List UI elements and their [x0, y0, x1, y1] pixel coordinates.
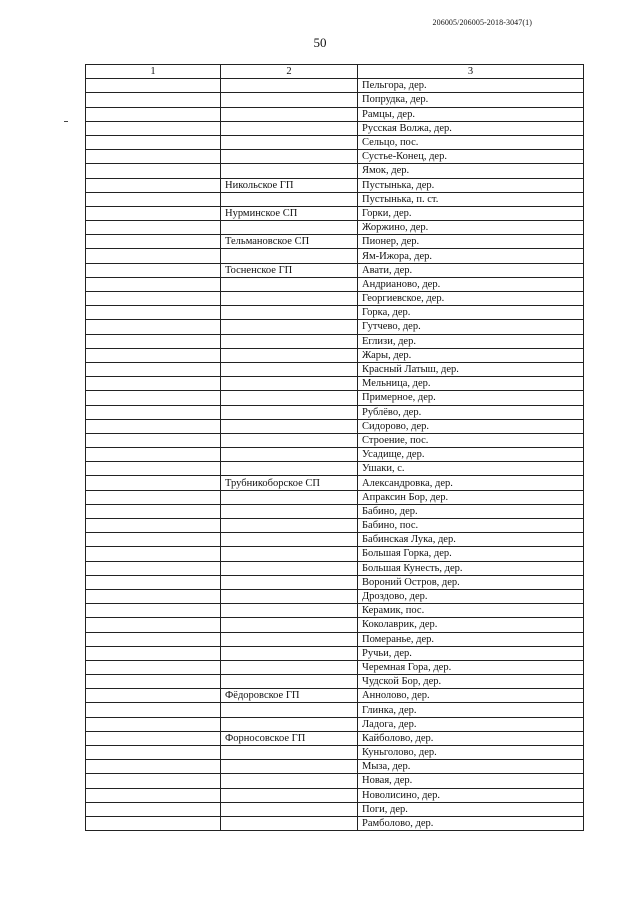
locality-cell: Горки, дер. [358, 206, 584, 220]
table-row [86, 802, 584, 816]
table-row [86, 235, 584, 249]
settlement-cell [221, 646, 358, 660]
table-row [86, 561, 584, 575]
table-row [86, 816, 584, 830]
settlement-cell [221, 362, 358, 376]
table-body [86, 79, 584, 831]
locality-cell: Сидорово, дер. [358, 419, 584, 433]
district-cell [86, 604, 221, 618]
settlement-cell [221, 348, 358, 362]
locality-cell: Бабино, дер. [358, 504, 584, 518]
locality-cell: Большая Кунесть, дер. [358, 561, 584, 575]
table-row [86, 334, 584, 348]
district-cell [86, 107, 221, 121]
table-row [86, 206, 584, 220]
table-row [86, 547, 584, 561]
table-row [86, 689, 584, 703]
settlement-cell [221, 760, 358, 774]
district-cell [86, 292, 221, 306]
locality-cell: Куньголово, дер. [358, 746, 584, 760]
settlement-cell [221, 107, 358, 121]
table-row [86, 107, 584, 121]
settlement-cell [221, 292, 358, 306]
table-row [86, 178, 584, 192]
district-cell [86, 717, 221, 731]
table-row [86, 476, 584, 490]
table-row [86, 717, 584, 731]
district-cell [86, 263, 221, 277]
settlement-cell [221, 320, 358, 334]
district-cell [86, 476, 221, 490]
locality-cell: Сустье-Конец, дер. [358, 150, 584, 164]
table-row [86, 79, 584, 93]
locality-cell: Большая Горка, дер. [358, 547, 584, 561]
locality-cell: Черемная Гора, дер. [358, 660, 584, 674]
district-cell [86, 618, 221, 632]
locality-cell: Чудской Бор, дер. [358, 675, 584, 689]
settlement-cell [221, 632, 358, 646]
district-cell [86, 206, 221, 220]
settlement-cell [221, 79, 358, 93]
table-row [86, 731, 584, 745]
locality-cell: Керамик, пос. [358, 604, 584, 618]
table-row [86, 121, 584, 135]
table-row [86, 703, 584, 717]
table-row [86, 377, 584, 391]
settlement-cell [221, 675, 358, 689]
table-row [86, 419, 584, 433]
settlement-cell: Трубникоборское СП [221, 476, 358, 490]
district-cell [86, 575, 221, 589]
locality-cell: Ручьи, дер. [358, 646, 584, 660]
locality-cell: Усадище, дер. [358, 448, 584, 462]
table-row [86, 746, 584, 760]
locality-cell: Жары, дер. [358, 348, 584, 362]
district-cell [86, 93, 221, 107]
locality-cell: Жоржино, дер. [358, 221, 584, 235]
table-row [86, 462, 584, 476]
locality-cell: Поги, дер. [358, 802, 584, 816]
table-row [86, 277, 584, 291]
settlement-cell: Тосненское ГП [221, 263, 358, 277]
settlement-cell [221, 774, 358, 788]
table-row [86, 362, 584, 376]
page-number: 50 [313, 35, 327, 50]
table-row [86, 135, 584, 149]
settlement-cell [221, 519, 358, 533]
district-cell [86, 561, 221, 575]
district-cell [86, 519, 221, 533]
settlement-cell [221, 703, 358, 717]
locality-cell: Ладога, дер. [358, 717, 584, 731]
table-row [86, 263, 584, 277]
district-cell [86, 79, 221, 93]
settlement-cell [221, 816, 358, 830]
district-cell [86, 221, 221, 235]
table-row [86, 589, 584, 603]
settlement-cell [221, 618, 358, 632]
settlement-cell [221, 405, 358, 419]
settlement-cell [221, 660, 358, 674]
table-row [86, 320, 584, 334]
settlement-cell [221, 533, 358, 547]
locality-cell: Бабино, пос. [358, 519, 584, 533]
locality-cell: Рамцы, дер. [358, 107, 584, 121]
locality-cell: Андрианово, дер. [358, 277, 584, 291]
settlement-cell [221, 561, 358, 575]
settlement-cell [221, 504, 358, 518]
settlement-cell [221, 192, 358, 206]
district-cell [86, 533, 221, 547]
district-cell [86, 788, 221, 802]
district-cell [86, 746, 221, 760]
settlement-cell [221, 788, 358, 802]
district-cell [86, 448, 221, 462]
table-row [86, 519, 584, 533]
table-row [86, 675, 584, 689]
district-cell [86, 334, 221, 348]
district-cell [86, 504, 221, 518]
column-header-2: 2 [221, 65, 358, 79]
locality-cell: Пельгора, дер. [358, 79, 584, 93]
district-cell [86, 490, 221, 504]
district-cell [86, 249, 221, 263]
settlement-cell [221, 490, 358, 504]
settlement-cell [221, 433, 358, 447]
district-cell [86, 192, 221, 206]
district-cell [86, 547, 221, 561]
settlement-cell [221, 377, 358, 391]
table-row [86, 192, 584, 206]
locality-cell: Гутчево, дер. [358, 320, 584, 334]
table-row [86, 292, 584, 306]
district-cell [86, 235, 221, 249]
settlement-cell [221, 448, 358, 462]
locality-cell: Мельница, дер. [358, 377, 584, 391]
district-cell [86, 802, 221, 816]
margin-mark [64, 121, 68, 122]
locality-cell: Дроздово, дер. [358, 589, 584, 603]
locality-cell: Авати, дер. [358, 263, 584, 277]
table-row [86, 533, 584, 547]
table-row [86, 448, 584, 462]
table-row [86, 760, 584, 774]
district-cell [86, 760, 221, 774]
settlements-table [85, 64, 584, 831]
settlement-cell [221, 306, 358, 320]
settlement-cell: Форносовское ГП [221, 731, 358, 745]
table-row [86, 660, 584, 674]
district-cell [86, 646, 221, 660]
settlement-cell [221, 717, 358, 731]
district-cell [86, 816, 221, 830]
locality-cell: Русская Волжа, дер. [358, 121, 584, 135]
locality-cell: Вороний Остров, дер. [358, 575, 584, 589]
table-row [86, 306, 584, 320]
table-header [86, 65, 584, 79]
locality-cell: Георгиевское, дер. [358, 292, 584, 306]
settlement-cell [221, 135, 358, 149]
settlement-cell [221, 419, 358, 433]
district-cell [86, 433, 221, 447]
settlement-cell [221, 221, 358, 235]
settlement-cell: Нурминское СП [221, 206, 358, 220]
settlement-cell [221, 604, 358, 618]
locality-cell: Пустынька, п. ст. [358, 192, 584, 206]
settlement-cell [221, 277, 358, 291]
header-row [86, 65, 584, 79]
locality-cell: Пионер, дер. [358, 235, 584, 249]
district-cell [86, 731, 221, 745]
district-cell [86, 774, 221, 788]
district-cell [86, 405, 221, 419]
district-cell [86, 689, 221, 703]
district-cell [86, 178, 221, 192]
locality-cell: Попрудка, дер. [358, 93, 584, 107]
locality-cell: Строение, пос. [358, 433, 584, 447]
district-cell [86, 703, 221, 717]
settlement-cell: Фёдоровское ГП [221, 689, 358, 703]
locality-cell: Аннолово, дер. [358, 689, 584, 703]
settlement-cell [221, 746, 358, 760]
settlement-cell: Тельмановское СП [221, 235, 358, 249]
table-row [86, 788, 584, 802]
table-row [86, 646, 584, 660]
table-row [86, 490, 584, 504]
settlement-cell [221, 121, 358, 135]
table-row [86, 405, 584, 419]
table-row [86, 632, 584, 646]
locality-cell: Коколаврик, дер. [358, 618, 584, 632]
settlement-cell [221, 589, 358, 603]
settlement-cell: Никольское ГП [221, 178, 358, 192]
table-row [86, 221, 584, 235]
district-cell [86, 164, 221, 178]
district-cell [86, 675, 221, 689]
table-row [86, 391, 584, 405]
locality-cell: Еглизи, дер. [358, 334, 584, 348]
locality-cell: Новая, дер. [358, 774, 584, 788]
document-id: 206005/206005-2018-3047(1) [432, 18, 532, 27]
locality-cell: Мыза, дер. [358, 760, 584, 774]
district-cell [86, 348, 221, 362]
table-row [86, 150, 584, 164]
locality-cell: Пустынька, дер. [358, 178, 584, 192]
district-cell [86, 377, 221, 391]
district-cell [86, 419, 221, 433]
table-row [86, 433, 584, 447]
district-cell [86, 660, 221, 674]
settlement-cell [221, 164, 358, 178]
table-row [86, 618, 584, 632]
locality-cell: Ямок, дер. [358, 164, 584, 178]
locality-cell: Ушаки, с. [358, 462, 584, 476]
district-cell [86, 121, 221, 135]
district-cell [86, 135, 221, 149]
district-cell [86, 362, 221, 376]
locality-cell: Новолисино, дер. [358, 788, 584, 802]
locality-cell: Примерное, дер. [358, 391, 584, 405]
district-cell [86, 150, 221, 164]
locality-cell: Глинка, дер. [358, 703, 584, 717]
locality-cell: Бабинская Лука, дер. [358, 533, 584, 547]
table-row [86, 249, 584, 263]
locality-cell: Кайболово, дер. [358, 731, 584, 745]
district-cell [86, 632, 221, 646]
settlement-cell [221, 334, 358, 348]
district-cell [86, 277, 221, 291]
settlement-cell [221, 93, 358, 107]
settlement-cell [221, 802, 358, 816]
locality-cell: Рублёво, дер. [358, 405, 584, 419]
settlement-cell [221, 575, 358, 589]
table-row [86, 93, 584, 107]
locality-cell: Горка, дер. [358, 306, 584, 320]
locality-cell: Ям-Ижора, дер. [358, 249, 584, 263]
district-cell [86, 391, 221, 405]
locality-cell: Красный Латыш, дер. [358, 362, 584, 376]
settlement-cell [221, 547, 358, 561]
locality-cell: Александровка, дер. [358, 476, 584, 490]
settlement-cell [221, 249, 358, 263]
column-header-3: 3 [358, 65, 584, 79]
table-row [86, 774, 584, 788]
district-cell [86, 320, 221, 334]
district-cell [86, 589, 221, 603]
column-header-1: 1 [86, 65, 221, 79]
locality-cell: Рамболово, дер. [358, 816, 584, 830]
table-row [86, 504, 584, 518]
locality-cell: Апраксин Бор, дер. [358, 490, 584, 504]
table-row [86, 164, 584, 178]
settlement-cell [221, 391, 358, 405]
locality-cell: Сельцо, пос. [358, 135, 584, 149]
table-row [86, 348, 584, 362]
district-cell [86, 306, 221, 320]
settlement-cell [221, 462, 358, 476]
settlement-cell [221, 150, 358, 164]
locality-cell: Померанье, дер. [358, 632, 584, 646]
table-row [86, 604, 584, 618]
district-cell [86, 462, 221, 476]
table-row [86, 575, 584, 589]
